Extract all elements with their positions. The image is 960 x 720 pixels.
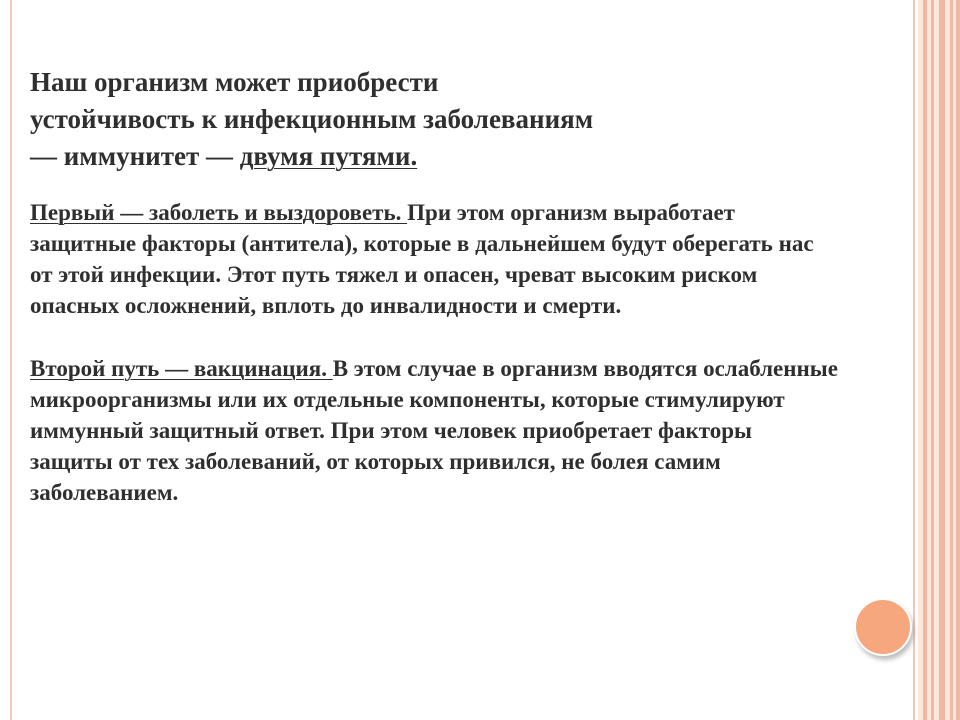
stripe [956, 0, 960, 720]
title-line-1: Наш организм может приобрести [30, 67, 439, 97]
title-line-2: устойчивость к инфекционным заболеваниям [30, 104, 594, 134]
stripe [950, 0, 953, 720]
stripe [939, 0, 945, 720]
first-way-text: При этом организм выработает защитные факторы (антитела), которые в дальнейшем будут оберегать нас от этой инфекции. Этот путь тяжел и опасен, чреват высоким риском опасных осложнений, вплоть до инвалидности и смерти. [30, 200, 814, 318]
decorative-stripes [918, 0, 960, 720]
stripe [931, 0, 934, 720]
second-way-text: В этом случае в организм вводятся ослабленные микроорганизмы или их отдельные компоненты, которые стимулируют иммунный защитный ответ. При этом человек приобретает факторы защиты от тех заболеваний, от которых привился, не болея самим заболеванием. [30, 356, 838, 505]
second-way-paragraph [30, 353, 840, 508]
stripe [923, 0, 927, 720]
slide-content [30, 64, 840, 540]
second-way-heading: Второй путь — вакцинация. [30, 356, 333, 381]
first-way-paragraph [30, 197, 840, 321]
first-way-heading: Первый — заболеть и выздороветь. [30, 200, 408, 225]
decorative-circle [854, 598, 912, 656]
title-line-3-underlined: двумя путями. [239, 141, 418, 171]
title-line-3-lead: — иммунитет — [30, 141, 240, 171]
slide-title [30, 64, 840, 175]
